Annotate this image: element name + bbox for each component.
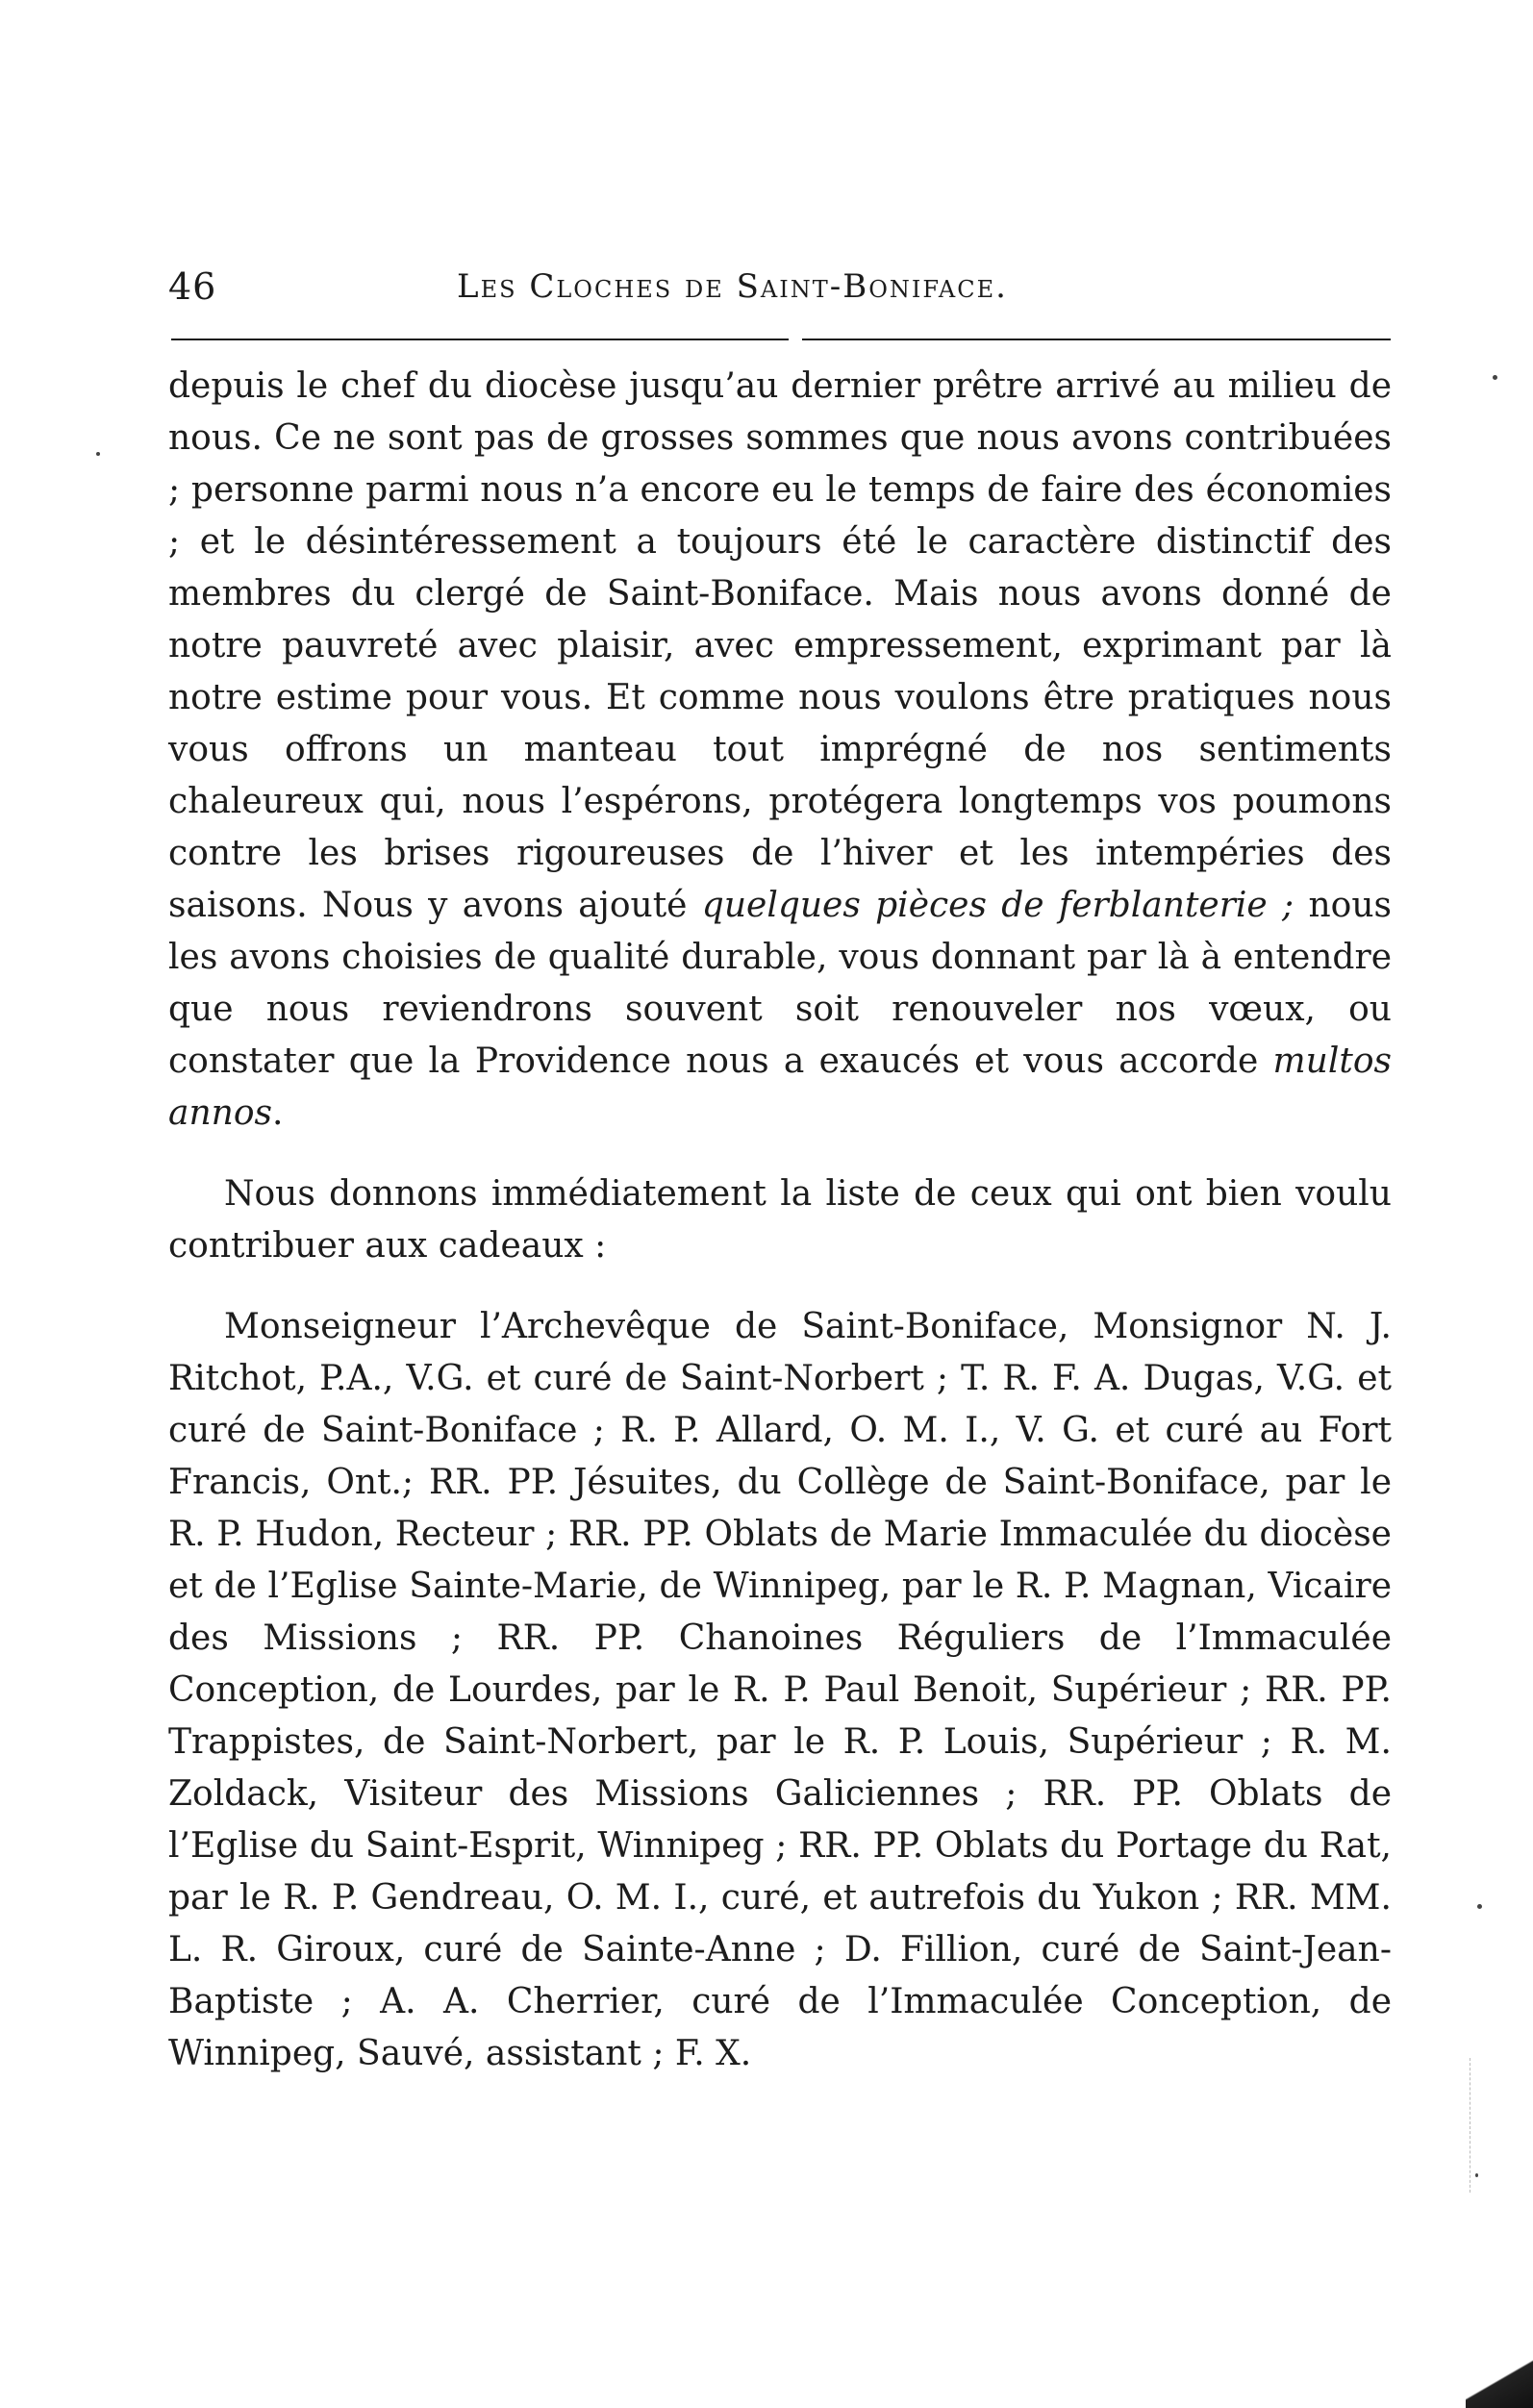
paragraph-text: nous les avons choisies de qualité durable, vous donnant par là à entendre que nous reviendrons souvent soit renouveler nos vœux, ou constater que la Providence nous a exaucés et vous accorde [168, 886, 1392, 1081]
italic-phrase: multos annos [168, 1041, 1392, 1133]
print-speck [1477, 1904, 1482, 1909]
page-header [168, 265, 1390, 323]
header-rule [171, 339, 1391, 340]
paragraph-list-intro: Nous donnons immédiatement la liste de ceux qui ont bien voulu contribuer aux cadeaux : [168, 1174, 1392, 1266]
paragraph-text: depuis le chef du diocèse jusqu’au dernier prêtre arrivé au milieu de nous. Ce ne sont pas de grosses sommes que nous avons contribuées ; personne parmi nous n’a encore eu le temps de faire des économies ; et le désintéressement a toujours été le caractère distinctif des membres du clergé de Saint-Boniface. Mais nous avons donné de notre pauvreté avec plaisir, avec empressement, exprimant par là notre estime pour vous. Et comme nous voulons être pratiques nous vous offrons un manteau tout imprégné de nos sentiments chaleureux qui, nous l’espérons, protégera longtemps vos poumons contre les brises rigoureuses de l’hiver et les intempéries des saisons. Nous y avons ajouté [168, 366, 1392, 925]
running-head: Les Cloches de Saint-Boniface. [457, 267, 1008, 306]
print-speck [1493, 375, 1497, 380]
page-corner-shadow [1466, 2350, 1533, 2408]
page-number: 46 [168, 265, 217, 308]
edge-marks [1470, 2058, 1472, 2193]
print-speck [1475, 2173, 1478, 2177]
italic-phrase: quelques pièces de ferblanterie ; [701, 886, 1294, 925]
paragraph-text: . [271, 1093, 284, 1133]
paragraph-continuation [168, 361, 1392, 1140]
header-rule-gap [789, 335, 802, 344]
body-text [168, 361, 1392, 2080]
paragraph-contributors: Monseigneur l’Archevêque de Saint-Boniface, Monsignor N. J. Ritchot, P.A., V.G. et curé de Saint-Norbert ; T. R. F. A. Dugas, V.G. et curé de Saint-Boniface ; R. P. Allard, O. M. I., V. G. et curé au Fort Francis, Ont.; RR. PP. Jésuites, du Collège de Saint-Boniface, par le R. P. Hudon, Recteur ; RR. PP. Oblats de Marie Immaculée du diocèse et de l’Eglise Sainte-Marie, de Winnipeg, par le R. P. Magnan, Vicaire des Missions ; RR. PP. Chanoines Réguliers de l’Immaculée Conception, de Lourdes, par le R. P. Paul Benoit, Supérieur ; RR. PP. Trappistes, de Saint-Norbert, par le R. P. Louis, Supérieur ; R. M. Zoldack, Visiteur des Missions Galiciennes ; RR. PP. Oblats de l’Eglise du Saint-Esprit, Winnipeg ; RR. PP. Oblats du Portage du Rat, par le R. P. Gendreau, O. M. I., curé, et autrefois du Yukon ; RR. MM. L. R. Giroux, curé de Sainte-Anne ; D. Fillion, curé de Saint-Jean-Baptiste ; A. A. Cherrier, curé de l’Immaculée Conception, de Winnipeg, Sauvé, assistant ; F. X. [168, 1307, 1392, 2073]
print-speck [96, 452, 100, 456]
